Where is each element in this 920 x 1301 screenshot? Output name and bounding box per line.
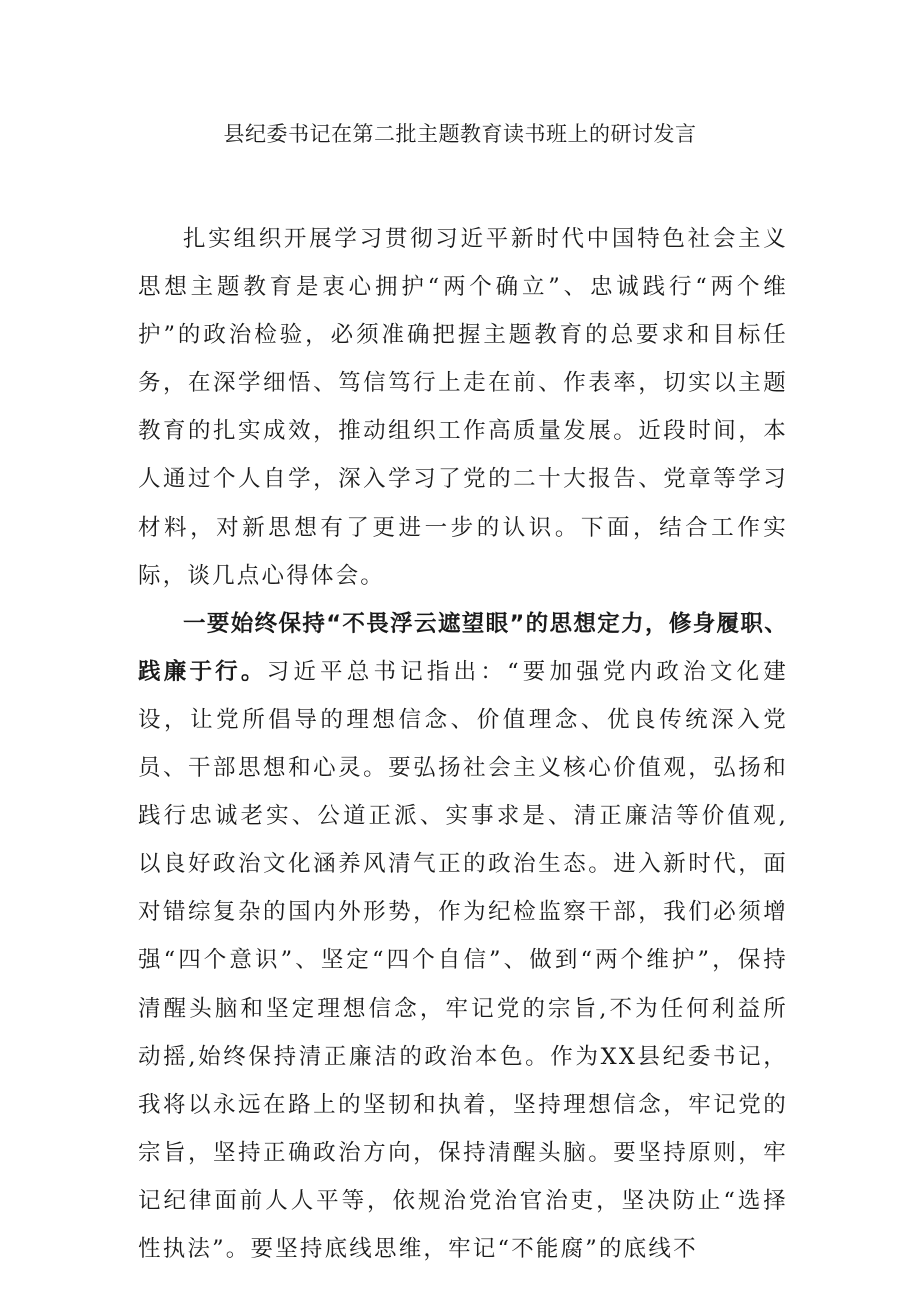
document-body bbox=[138, 215, 788, 1273]
paragraph-intro bbox=[138, 215, 788, 600]
paragraph-point-one-heading: 一要始终保持“不畏浮云遮望眼”的思想定力，修身履职、践廉于行。 bbox=[138, 610, 788, 685]
document-title: 县纪委书记在第二批主题教育读书班上的研讨发言 bbox=[223, 122, 697, 146]
paragraph-point-one bbox=[138, 600, 788, 1273]
paragraph-intro-text: 扎实组织开展学习贯彻习近平新时代中国特色社会主义思想主题教育是衷心拥护“两个确立”、忠诚践行“两个维护”的政治检验，必须准确把握主题教育的总要求和目标任务，在深学细悟、笃信笃行上走在前、作表率，切实以主题教育的扎实成效，推动组织工作高质量发展。近段时间，本人通过个人自学，深入学习了党的二十大报告、党章等学习材料，对新思想有了更进一步的认识。下面，结合工作实际，谈几点心得体会。 bbox=[138, 226, 788, 589]
paragraph-point-one-text: 习近平总书记指出：“要加强党内政治文化建设，让党所倡导的理想信念、价值理念、优良传统深入党员、干部思想和心灵。要弘扬社会主义核心价值观，弘扬和践行忠诚老实、公道正派、实事求是、清正廉洁等价值观,以良好政治文化涵养风清气正的政治生态。进入新时代，面对错综复杂的国内外形势，作为纪检监察干部，我们必须增强“四个意识”、坚定“四个自信”、做到“两个维护”，保持清醒头脑和坚定理想信念，牢记党的宗旨,不为任何利益所动摇,始终保持清正廉洁的政治本色。作为XX县纪委书记，我将以永远在路上的坚韧和执着，坚持理想信念，牢记党的宗旨，坚持正确政治方向，保持清醒头脑。要坚持原则，牢记纪律面前人人平等，依规治党治官治吏，坚决防止“选择性执法”。要坚持底线思维，牢记“不能腐”的底线不 bbox=[138, 658, 788, 1262]
